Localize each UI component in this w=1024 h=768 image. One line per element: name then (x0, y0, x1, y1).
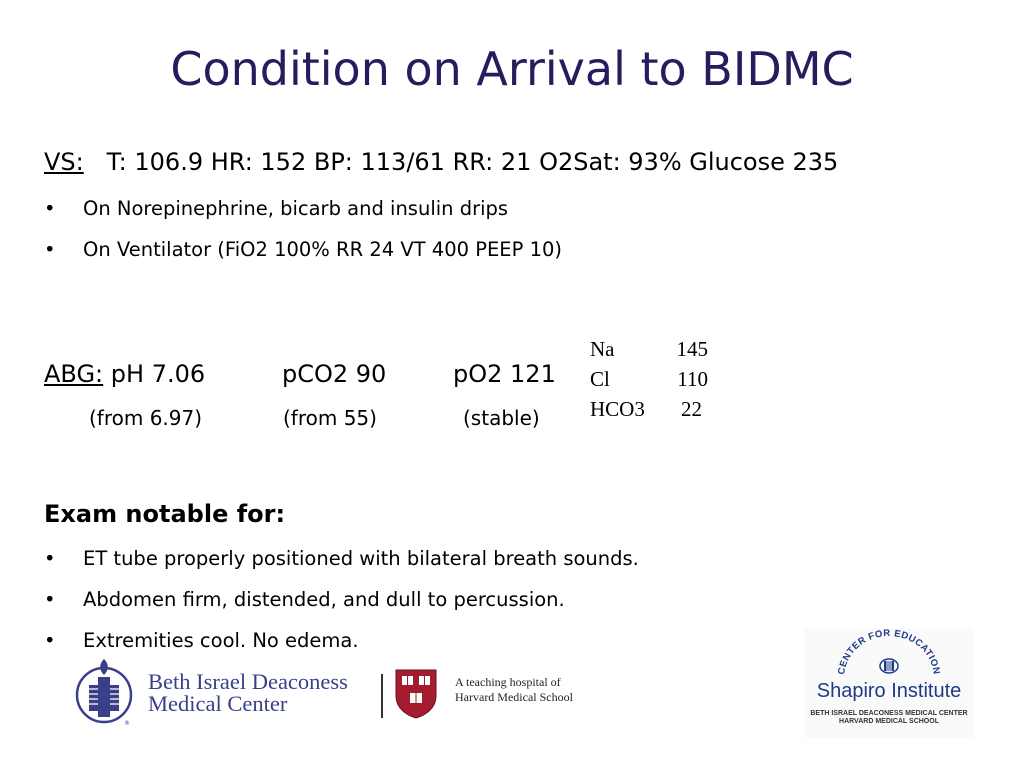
vital-signs-values: T: 106.9 HR: 152 BP: 113/61 RR: 21 O2Sat: 93% Glucose 235 (106, 148, 839, 176)
list-item: • ET tube properly positioned with bilateral breath sounds. (44, 538, 639, 579)
electrolyte-value: 22 (681, 397, 702, 421)
electrolyte-value: 110 (677, 367, 708, 391)
electrolyte-name: Na (590, 337, 615, 361)
vitals-bullet-list (44, 188, 562, 270)
table-row (590, 334, 708, 364)
abg-po2: pO2 121 (453, 360, 556, 388)
abg-label: ABG: (44, 360, 104, 388)
table-row (590, 394, 708, 424)
teaching-line1: A teaching hospital of (455, 675, 561, 689)
electrolyte-value: 145 (676, 337, 708, 361)
svg-text:®: ® (124, 720, 130, 727)
shapiro-sub-line2: HARVARD MEDICAL SCHOOL (839, 718, 939, 725)
abg-pco2: pCO2 90 (282, 360, 387, 388)
shapiro-sub-line1: BETH ISRAEL DEACONESS MEDICAL CENTER (810, 710, 968, 717)
bidmc-name-line1: Beth Israel Deaconess (148, 669, 348, 694)
shapiro-subtitle (804, 710, 974, 726)
abg-ph: pH 7.06 (110, 360, 206, 388)
exam-bullet-list (44, 538, 639, 661)
slide-title: Condition on Arrival to BIDMC (170, 42, 854, 96)
abg-pco2-note: (from 55) (283, 406, 377, 430)
electrolyte-name: Cl (590, 367, 610, 391)
list-item: • Abdomen firm, distended, and dull to percussion. (44, 579, 639, 620)
electrolytes-table (590, 334, 708, 424)
abg-line (44, 360, 556, 388)
list-item: • Extremities cool. No edema. (44, 620, 639, 661)
bidmc-name-line2: Medical Center (148, 691, 288, 716)
teaching-hospital-note (455, 675, 573, 705)
footer-divider (381, 674, 383, 718)
shapiro-arc-text: CENTER FOR EDUCATION (836, 628, 942, 676)
vital-signs-label: VS: (44, 148, 84, 176)
list-item: • On Ventilator (FiO2 100% RR 24 VT 400 PEEP 10) (44, 229, 562, 270)
bidmc-logo-icon (74, 655, 134, 727)
vital-signs-line (44, 148, 838, 176)
exam-heading: Exam notable for: (44, 500, 286, 528)
abg-ph-note: (from 6.97) (89, 406, 203, 430)
bidmc-name (148, 671, 348, 715)
shapiro-institute-logo (804, 628, 974, 738)
harvard-shield-icon (394, 668, 438, 720)
table-row (590, 364, 708, 394)
teaching-line2: Harvard Medical School (455, 690, 573, 704)
list-item: • On Norepinephrine, bicarb and insulin drips (44, 188, 562, 229)
abg-po2-note: (stable) (463, 406, 540, 430)
electrolyte-name: HCO3 (590, 397, 645, 421)
shapiro-name: Shapiro Institute (816, 680, 962, 702)
shapiro-arc-icon (804, 628, 974, 688)
